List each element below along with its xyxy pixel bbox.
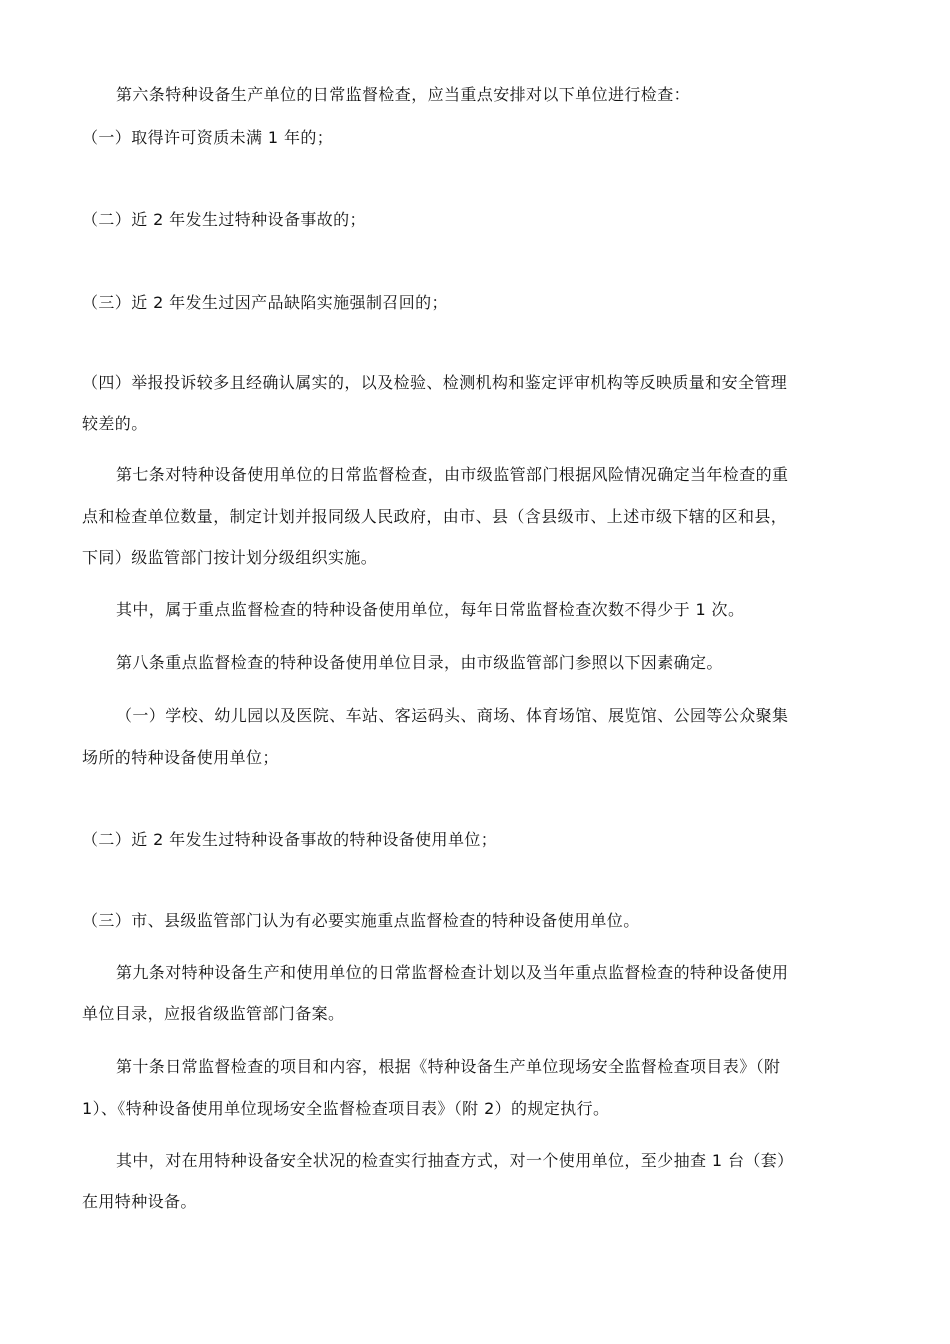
article10-line1: 第十条日常监督检查的项目和内容，根据《特种设备生产单位现场安全监督检查项目表》（附 bbox=[116, 1057, 781, 1076]
article7-line3: 下同）级监管部门按计划分级组织实施。 bbox=[82, 548, 378, 567]
article6-item4-line1: （四）举报投诉较多且经确认属实的，以及检验、检测机构和鉴定评审机构等反映质量和安全管理 bbox=[82, 373, 788, 392]
article9-line2: 单位目录，应报省级监管部门备案。 bbox=[82, 1004, 345, 1023]
article6-item2: （二）近 2 年发生过特种设备事故的； bbox=[82, 210, 366, 229]
article8-item1-line2: 场所的特种设备使用单位； bbox=[82, 748, 279, 767]
article6-heading: 第六条特种设备生产单位的日常监督检查，应当重点安排对以下单位进行检查： bbox=[116, 85, 691, 104]
article6-item4-line2: 较差的。 bbox=[82, 414, 148, 433]
article8-item2: （二）近 2 年发生过特种设备事故的特种设备使用单位； bbox=[82, 830, 498, 849]
article7-line2: 点和检查单位数量，制定计划并报同级人民政府，由市、县（含县级市、上述市级下辖的区和县， bbox=[82, 507, 788, 526]
article10-para2-line1: 其中，对在用特种设备安全状况的检查实行抽查方式，对一个使用单位，至少抽查 1 台（套） bbox=[116, 1151, 794, 1170]
article8-item1-line1: （一）学校、幼儿园以及医院、车站、客运码头、商场、体育场馆、展览馆、公园等公众聚集 bbox=[116, 706, 789, 725]
article10-para2-line2: 在用特种设备。 bbox=[82, 1192, 197, 1211]
article9-line1: 第九条对特种设备生产和使用单位的日常监督检查计划以及当年重点监督检查的特种设备使用 bbox=[116, 963, 789, 982]
article10-line2: 1）、《特种设备使用单位现场安全监督检查项目表》（附 2）的规定执行。 bbox=[82, 1099, 610, 1118]
article8-heading: 第八条重点监督检查的特种设备使用单位目录，由市级监管部门参照以下因素确定。 bbox=[116, 653, 723, 672]
article6-item3: （三）近 2 年发生过因产品缺陷实施强制召回的； bbox=[82, 293, 448, 312]
article6-item1: （一）取得许可资质未满 1 年的； bbox=[82, 128, 334, 147]
article7-line1: 第七条对特种设备使用单位的日常监督检查，由市级监管部门根据风险情况确定当年检查的重 bbox=[116, 465, 789, 484]
article7-para2: 其中，属于重点监督检查的特种设备使用单位，每年日常监督检查次数不得少于 1 次。 bbox=[116, 600, 745, 619]
article8-item3: （三）市、县级监管部门认为有必要实施重点监督检查的特种设备使用单位。 bbox=[82, 911, 640, 930]
